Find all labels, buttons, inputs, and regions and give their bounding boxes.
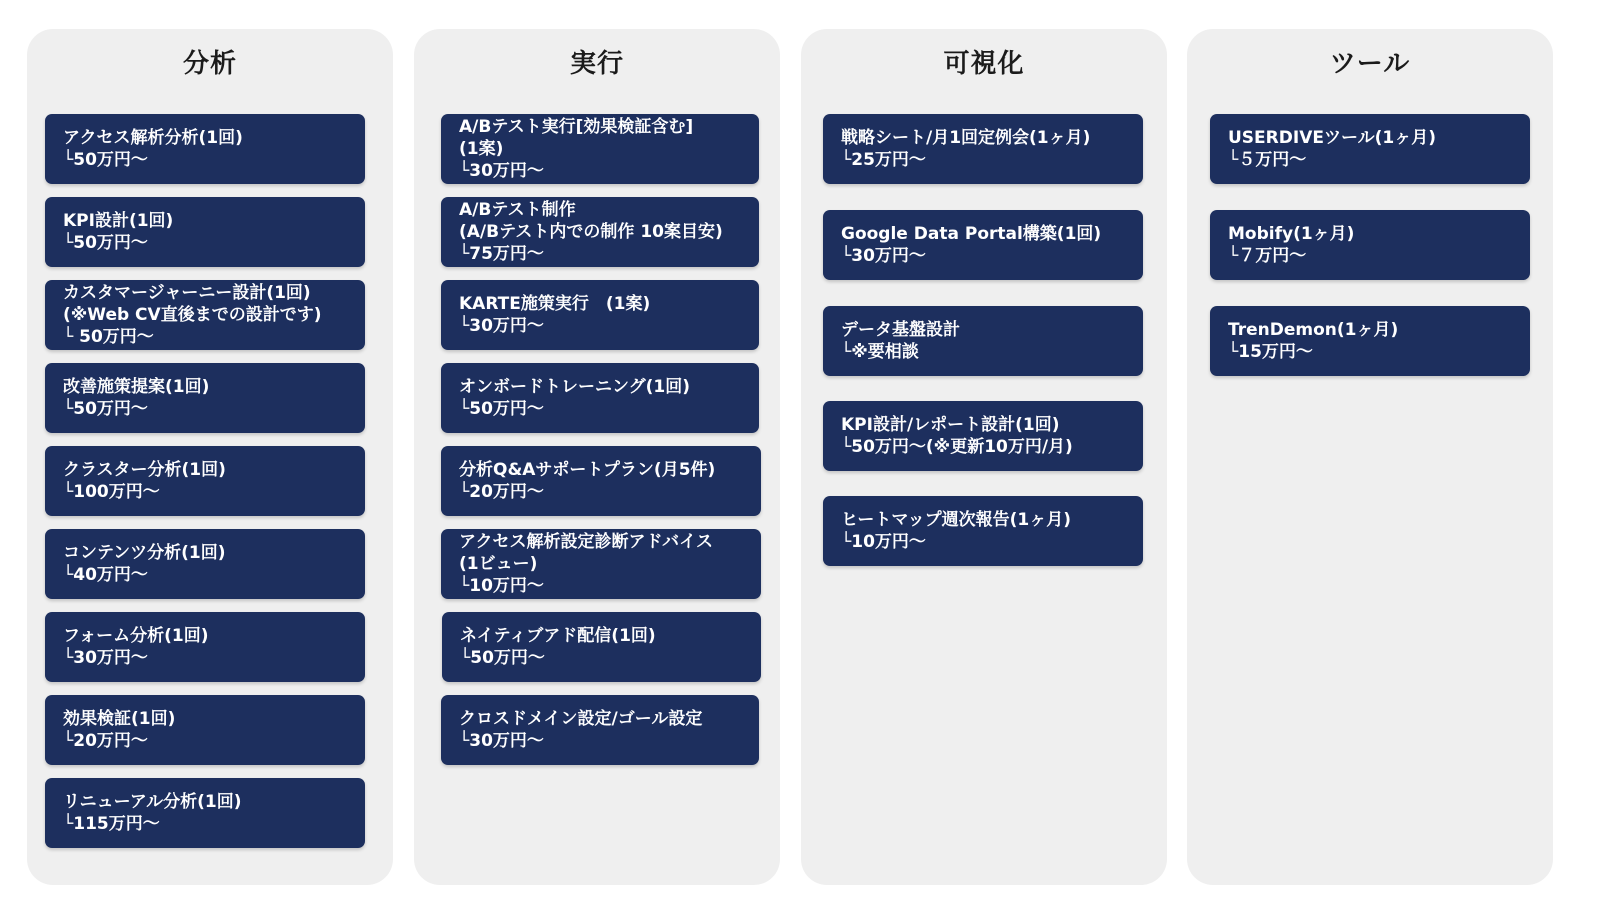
service-note: (A/Bテスト内での制作 10案目安)	[459, 222, 723, 242]
service-price: └10万円〜	[841, 532, 926, 552]
service-card-trendemon[interactable]	[1210, 306, 1530, 376]
service-name: ネイティブアド配信(1回)	[460, 626, 656, 646]
service-name: KPI設計(1回)	[63, 211, 174, 231]
service-card-ab-test-production[interactable]	[441, 197, 759, 267]
service-name: 分析Q&Aサポートプラン(月5件)	[459, 460, 716, 480]
service-card-cross-domain[interactable]	[441, 695, 759, 765]
service-name: アクセス解析分析(1回)	[63, 128, 243, 148]
service-price: └115万円〜	[63, 814, 160, 834]
service-note: (1案)	[459, 139, 504, 159]
column-analysis	[27, 29, 393, 885]
service-price: └50万円〜	[63, 399, 148, 419]
service-name: A/Bテスト実行[効果検証含む]	[459, 117, 694, 137]
service-price: └50万円〜	[63, 233, 148, 253]
service-name: コンテンツ分析(1回)	[63, 543, 226, 563]
service-price: └30万円〜	[841, 246, 926, 266]
service-price: └30万円〜	[459, 731, 544, 751]
service-price: └30万円〜	[459, 316, 544, 336]
service-name: USERDIVEツール(1ヶ月)	[1228, 128, 1436, 148]
service-card-onboard-training[interactable]	[441, 363, 759, 433]
service-card-effect-verification[interactable]	[45, 695, 365, 765]
service-name: KARTE施策実行 (1案)	[459, 294, 651, 314]
service-price: └10万円〜	[459, 576, 544, 596]
service-card-karte-execution[interactable]	[441, 280, 759, 350]
service-price: └50万円〜	[63, 150, 148, 170]
service-card-mobify[interactable]	[1210, 210, 1530, 280]
column-title: ツール	[1329, 49, 1411, 79]
service-name: 改善施策提案(1回)	[63, 377, 210, 397]
service-card-kpi-design[interactable]	[45, 197, 365, 267]
service-price: └20万円〜	[459, 482, 544, 502]
service-card-cluster-analysis[interactable]	[45, 446, 365, 516]
column-title: 実行	[569, 49, 624, 79]
service-name: カスタマージャーニー設計(1回)	[63, 283, 311, 303]
service-card-kpi-report-design[interactable]	[823, 401, 1143, 471]
service-price: └100万円〜	[63, 482, 160, 502]
service-price: └75万円〜	[459, 244, 544, 264]
service-price: └30万円〜	[63, 648, 148, 668]
service-price: └７万円〜	[1228, 246, 1307, 266]
service-name: Mobify(1ヶ月)	[1228, 224, 1355, 244]
service-name: 効果検証(1回)	[63, 709, 176, 729]
service-name: データ基盤設計	[841, 320, 960, 340]
service-card-userdive[interactable]	[1210, 114, 1530, 184]
service-name: リニューアル分析(1回)	[63, 792, 242, 812]
service-name: オンボードトレーニング(1回)	[459, 377, 691, 397]
service-card-access-analysis[interactable]	[45, 114, 365, 184]
service-card-improvement-proposal[interactable]	[45, 363, 365, 433]
service-price: └30万円〜	[459, 161, 544, 181]
service-price: └15万円〜	[1228, 342, 1313, 362]
service-price: └50万円〜(※更新10万円/月)	[841, 437, 1073, 457]
service-card-customer-journey[interactable]	[45, 280, 365, 350]
service-note: (※Web CV直後までの設計です)	[63, 305, 322, 325]
service-price: └20万円〜	[63, 731, 148, 751]
service-name: ヒートマップ週次報告(1ヶ月)	[841, 510, 1072, 530]
service-name: Google Data Portal構築(1回)	[841, 224, 1102, 244]
service-price: └50万円〜	[460, 648, 545, 668]
service-card-data-platform[interactable]	[823, 306, 1143, 376]
service-name: KPI設計/レポート設計(1回)	[841, 415, 1060, 435]
service-card-content-analysis[interactable]	[45, 529, 365, 599]
service-price: └※要相談	[841, 342, 919, 362]
service-card-renewal-analysis[interactable]	[45, 778, 365, 848]
service-card-native-ad[interactable]	[442, 612, 761, 682]
service-name: TrenDemon(1ヶ月)	[1228, 320, 1399, 340]
service-name: クロスドメイン設定/ゴール設定	[459, 709, 703, 729]
column-visualization	[801, 29, 1167, 885]
service-note: (1ビュー)	[459, 554, 538, 574]
service-price: └ 50万円〜	[63, 327, 154, 347]
column-title: 可視化	[943, 49, 1025, 79]
service-name: フォーム分析(1回)	[63, 626, 209, 646]
column-title: 分析	[182, 49, 237, 79]
service-price: └50万円〜	[459, 399, 544, 419]
service-card-heatmap-report[interactable]	[823, 496, 1143, 566]
service-card-qa-support[interactable]	[441, 446, 761, 516]
service-name: 戦略シート/月1回定例会(1ヶ月)	[841, 128, 1091, 148]
service-name: アクセス解析設定診断アドバイス	[459, 532, 713, 552]
service-price: └40万円〜	[63, 565, 148, 585]
service-card-setup-diagnosis[interactable]	[441, 529, 761, 599]
service-name: A/Bテスト制作	[459, 200, 576, 220]
service-card-form-analysis[interactable]	[45, 612, 365, 682]
service-card-strategy-sheet[interactable]	[823, 114, 1143, 184]
column-tools	[1187, 29, 1553, 885]
service-card-data-portal[interactable]	[823, 210, 1143, 280]
service-price: └５万円〜	[1228, 150, 1307, 170]
column-execution	[414, 29, 780, 885]
service-price: └25万円〜	[841, 150, 926, 170]
service-card-ab-test-execution[interactable]	[441, 114, 759, 184]
service-name: クラスター分析(1回)	[63, 460, 226, 480]
